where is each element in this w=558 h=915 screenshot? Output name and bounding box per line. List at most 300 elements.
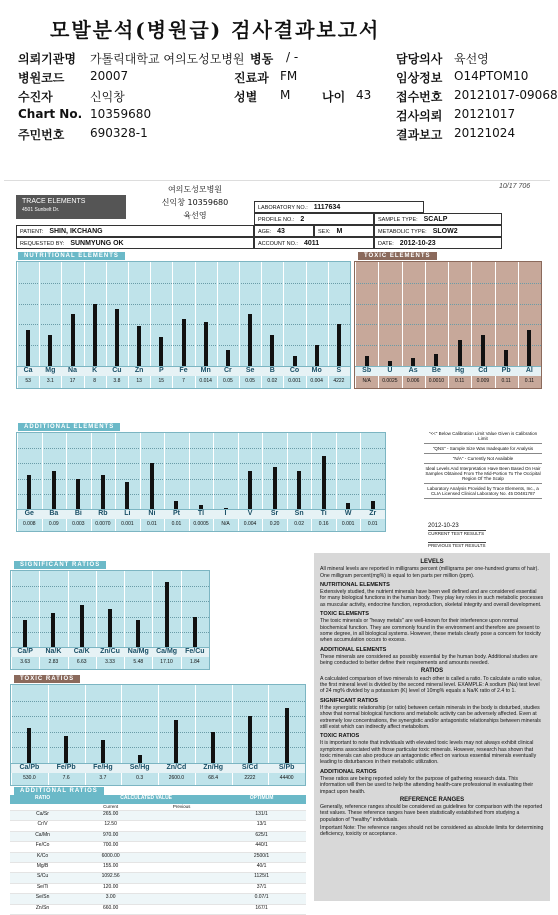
toxic-ratios-chart	[10, 684, 306, 786]
element-value: 0.20	[269, 521, 280, 527]
element-symbol: Fe/Pb	[56, 764, 76, 771]
ratio-name: S/Cu	[36, 873, 49, 880]
element-symbol: Rb	[98, 510, 108, 517]
symbol-row	[355, 366, 541, 376]
value-row	[11, 775, 305, 783]
chart-bar-s-pb	[285, 708, 289, 763]
logo-text: TRACE ELEMENTS	[22, 198, 86, 205]
element-symbol: Mn	[200, 367, 211, 374]
expl-levels-title: LEVELS	[420, 559, 444, 565]
value-age: 43	[356, 88, 372, 102]
info-row	[18, 50, 548, 69]
field-label: METABOLIC TYPE:	[378, 229, 427, 235]
chart-bar-k	[93, 304, 97, 366]
ratio-previous	[146, 853, 217, 862]
header-calculated: CALCULATED VALUE	[120, 795, 173, 801]
element-symbol: Zr	[369, 510, 377, 517]
element-symbol: Fe/Cu	[185, 648, 205, 655]
element-value: 1.84	[189, 659, 200, 665]
expl-addr-text: These ratios are being reported solely for the purpose of gathering research data. This information will then be used to help the attending health-care professional in evaluating their impact upon health.	[320, 775, 534, 795]
field-label: SAMPLE TYPE:	[378, 217, 418, 223]
expl-levels-text: All mineral levels are reported in milligrams percent (milligrams per one-hundred grams of hair). One milligram percent(mg%) is equal to ten parts per million (ppm).	[320, 566, 539, 579]
element-value: 7	[182, 378, 185, 384]
element-value: 7.6	[62, 775, 70, 781]
element-symbol: Ca/Pb	[19, 764, 40, 771]
ratio-previous	[146, 821, 217, 830]
label-institution: 의뢰기관명	[18, 52, 76, 66]
element-value: 2.83	[48, 659, 59, 665]
result-date: 2012-10-23	[428, 523, 459, 529]
value-resident-no: 690328-1	[90, 126, 148, 140]
element-value: 2222	[244, 775, 256, 781]
logo-address: 4501 Sunbelt Dr.	[22, 207, 60, 213]
hospital-stamp	[140, 183, 250, 222]
field-value: SUNMYUNG OK	[70, 240, 124, 247]
ratio-current: 265.00	[102, 811, 119, 817]
table-row	[10, 853, 306, 863]
table-subheader	[10, 804, 306, 811]
expl-nutritional-title: NUTRITIONAL ELEMENTS	[320, 581, 390, 588]
element-value: 0.05	[223, 378, 233, 384]
ratio-current: 700.00	[102, 842, 119, 849]
element-value: 0.001	[121, 521, 134, 527]
section-title-nutritional: NUTRITIONAL ELEMENTS	[18, 252, 125, 260]
ratio-name: Ca/Mn	[35, 831, 50, 838]
legend-line: "QNS" - Sample Size Was Inadequate for Analysis	[424, 444, 542, 454]
value-request-date: 20121017	[454, 107, 516, 121]
element-value: 6.63	[76, 659, 87, 665]
ratio-rows	[10, 811, 306, 915]
element-value: 0.014	[199, 378, 212, 384]
element-symbol: Se	[245, 367, 255, 374]
nutritional-chart	[16, 261, 351, 389]
element-value: 0.009	[476, 378, 490, 384]
chart-bar-ni	[150, 463, 154, 509]
value-receipt-no: 20121017-09068	[454, 88, 558, 102]
element-value: 3.33	[105, 659, 115, 665]
legend-line: Laboratory Analysis Provided by Trace Elements, Inc., a CLIA Licensed Clinical Laboratory No. 45 D0481787	[424, 484, 542, 499]
ratio-previous	[146, 842, 217, 851]
value-sex: M	[280, 88, 291, 102]
value-institution: 가톨릭대학교 여의도성모병원	[90, 52, 245, 66]
chart-bar-co	[293, 356, 297, 366]
info-row	[18, 126, 548, 145]
section-title-toxic-ratios: TOXIC RATIOS	[14, 675, 80, 683]
element-value: 17	[69, 378, 76, 384]
chart-bar-p	[159, 337, 163, 366]
element-value: 0.004	[310, 378, 323, 384]
chart-bar-sb	[365, 356, 369, 366]
value-result-date: 20121024	[454, 126, 516, 140]
legend-line: "N/A" - Currently Not Available	[424, 454, 542, 464]
field-value: 43	[277, 228, 285, 235]
element-symbol: As	[408, 367, 418, 374]
label-doctor: 담당의사	[396, 52, 443, 66]
element-symbol: Sn	[294, 510, 304, 517]
element-symbol: Na/K	[45, 648, 62, 655]
label-department: 진료과	[234, 71, 269, 85]
expl-sig-text: If the synergistic relationship (or ratio) between certain minerals in the body is disturbed, studies show that normal biological functions and metabolic activity can be adversely affected. Even at extremely low concentrations, the synergistic and/or antagonistic relationships between minerals still exist which can indirectly affect metabolism.	[320, 704, 541, 730]
field-value: SLOW2	[432, 228, 458, 235]
chart-bar-zn-cd	[174, 720, 178, 763]
element-symbol: Fe	[179, 367, 188, 374]
ratio-current: 660.00	[102, 904, 119, 911]
value-row	[355, 378, 541, 386]
element-value: 0.05	[245, 378, 255, 384]
expl-toxic-text: The toxic minerals or "heavy metals" are well-known for their interference upon normal biochemical function. They are commonly found in the environment and therefore are present to some degree, in all biological systems. However, these metals clearly pose a concern for toxicity when accumulation occurs to excess.	[320, 618, 541, 644]
element-value: 0.003	[72, 521, 85, 527]
value-row	[17, 521, 385, 529]
field-value: 2012-10-23	[399, 240, 436, 247]
chart-bar-s-cd	[248, 716, 252, 763]
element-symbol: B	[269, 367, 275, 374]
element-symbol: S/Cd	[241, 764, 258, 771]
ratio-name: Zn/Sn	[35, 904, 50, 911]
label-clinical-info: 임상정보	[396, 71, 443, 85]
element-symbol: Ca/K	[73, 648, 90, 655]
chart-bar-cd	[481, 335, 485, 366]
table-row	[10, 821, 306, 831]
chart-bar-ca-p	[23, 620, 27, 647]
element-symbol: P	[158, 367, 164, 374]
element-value: 3.63	[20, 659, 31, 665]
element-symbol: Na	[68, 367, 77, 374]
value-patient: 신익창	[90, 90, 125, 104]
chart-bar-zn	[137, 326, 141, 366]
ratio-optimum: 131/1	[255, 811, 268, 817]
label-request-date: 검사의뢰	[396, 109, 443, 123]
element-symbol: Fe/Hg	[93, 764, 113, 771]
element-value: 3.8	[113, 378, 121, 384]
field-metabolic-type	[374, 225, 502, 237]
ratio-optimum: 1125/1	[254, 873, 270, 880]
field-lab-no	[254, 201, 424, 213]
chart-bar-mn	[204, 322, 208, 366]
field-value: 2	[300, 216, 305, 223]
expl-ref-note: Important Note: The reference ranges should not be considered as absolute limits for determining deficiency, toxicity or acceptance.	[320, 824, 544, 838]
element-value: 0.02	[294, 521, 304, 527]
field-account-no	[254, 237, 374, 249]
label-age: 나이	[322, 90, 346, 104]
element-value: 0.09	[48, 521, 59, 527]
element-value: 8	[93, 378, 97, 384]
expl-additional-text: These minerals are considered as possibly essential by the human body. Additional studies are being conducted to better define their requirements and amounts needed.	[320, 653, 538, 667]
element-symbol: Pb	[501, 367, 511, 374]
element-value: 53	[25, 378, 31, 384]
section-title-significant: SIGNIFICANT RATIOS	[14, 561, 106, 569]
label-patient: 수진자	[18, 90, 53, 104]
label-hospital-code: 병원코드	[18, 71, 65, 85]
field-value: M	[336, 228, 343, 235]
element-value: 0.01	[367, 521, 378, 527]
table-row	[10, 842, 306, 852]
field-value: SCALP	[423, 216, 448, 223]
lab-logo	[16, 195, 126, 219]
ratio-previous	[146, 905, 217, 914]
section-title-additional: ADDITIONAL ELEMENTS	[18, 423, 120, 431]
ratio-optimum: 2500/1	[253, 852, 270, 859]
ratio-optimum: 13/1	[256, 821, 267, 828]
element-symbol: Ca/P	[17, 648, 33, 655]
field-date	[374, 237, 502, 249]
field-sample-type	[374, 213, 502, 225]
field-sex	[314, 225, 374, 237]
report-title: 모발분석(병원급) 검사결과보고서	[50, 18, 381, 42]
element-symbol: Ca/Mg	[156, 648, 178, 655]
expl-addr-title: ADDITIONAL RATIOS	[320, 768, 377, 775]
chart-bar-ca-pb	[27, 728, 31, 763]
chart-bar-ca-k	[80, 605, 84, 647]
element-value: 0.11	[501, 378, 511, 384]
table-row	[10, 863, 306, 873]
ratio-name: Se/Sn	[35, 894, 50, 901]
ratio-name: Fe/Co	[35, 842, 50, 849]
chart-bar-fe	[182, 319, 186, 366]
element-value: 0.02	[267, 378, 278, 384]
info-row	[18, 69, 548, 88]
expl-sig-title: SIGNIFICANT RATIOS	[320, 697, 379, 704]
field-label: AGE:	[258, 229, 272, 235]
ratio-previous	[146, 863, 217, 872]
chart-bar-na	[71, 314, 75, 366]
stamp-line: 육선영	[183, 211, 207, 220]
element-value: 4222	[333, 378, 345, 384]
element-symbol: Tl	[197, 510, 205, 517]
element-value: 0.16	[318, 521, 329, 527]
value-clinical-info: O14PTOM10	[454, 69, 529, 83]
expl-toxic-title: TOXIC ELEMENTS	[320, 611, 370, 618]
ratio-previous	[146, 832, 217, 841]
chart-bar-be	[434, 354, 438, 366]
ratio-previous	[146, 873, 217, 882]
label-ward: 병동	[250, 52, 274, 66]
value-row	[11, 659, 209, 667]
legend-box	[424, 429, 542, 499]
chart-bar-mo	[315, 345, 319, 366]
chart-bar-rb	[101, 475, 105, 509]
chart-bar-zn-cu	[108, 609, 112, 647]
ratio-optimum: 440/1	[255, 842, 268, 849]
element-value: N/A	[362, 378, 371, 384]
chart-bar-se	[248, 314, 252, 366]
chart-bar-ca	[26, 330, 30, 366]
significant-ratios-chart	[10, 570, 210, 670]
chart-bar-pt	[174, 501, 178, 509]
value-hospital-code: 20007	[90, 69, 129, 83]
element-value: N/A	[221, 521, 230, 527]
ratio-optimum: 167/1	[255, 904, 268, 911]
element-symbol: Sb	[362, 367, 372, 374]
field-age	[254, 225, 314, 237]
element-value: 0.3	[136, 775, 144, 781]
element-value: 3.7	[99, 775, 107, 781]
chart-bar-al	[527, 330, 531, 366]
ratio-current: 3.00	[105, 894, 116, 901]
element-value: 44400	[279, 775, 294, 781]
value-chart-no: 10359680	[90, 107, 152, 121]
field-value: 1117634	[313, 204, 341, 211]
section-title-toxic: TOXIC ELEMENTS	[358, 252, 437, 260]
chart-bar-ba	[52, 471, 56, 509]
element-symbol: Se/Hg	[129, 764, 150, 771]
element-symbol: Ti	[320, 510, 327, 517]
ratio-optimum: 625/1	[255, 831, 268, 838]
chart-bar-fe-hg	[101, 740, 105, 763]
expl-toxr-text: It is important to note that individuals with elevated toxic levels may not always exhibit clinical symptoms associated with those particular toxic minerals. However, research has shown that toxic minerals can also produce an antagonistic effect on various essential minerals eventually leading to disturbances in their metabolic utilization.	[320, 740, 537, 766]
chart-bar-zr	[371, 501, 375, 509]
ratio-name: Mg/B	[36, 862, 49, 869]
ratio-previous	[146, 811, 217, 820]
element-symbol: Zn/Cu	[100, 648, 120, 655]
symbol-row	[11, 647, 209, 657]
field-value: SHIN, IKCHANG	[49, 228, 103, 235]
element-symbol: Al	[525, 367, 533, 374]
value-doctor: 육선영	[454, 52, 489, 66]
value-ward: / -	[286, 50, 299, 64]
ratio-current: 1092.56	[101, 873, 120, 880]
element-value: 0.001	[341, 521, 355, 527]
expl-ratios-title: RATIOS	[420, 668, 444, 675]
expl-nutritional-text: Extensively studied, the nutrient minerals have been well defined and are considered essential for many biological functions in the human body. They play key roles in such metabolic processes as muscular activity, endocrine function, reproduction, skeletal integrity and overall development.	[320, 589, 544, 608]
chart-bar-se-hg	[138, 755, 142, 763]
chart-bar-zn-hg	[211, 732, 215, 763]
field-value: 4011	[303, 240, 320, 247]
element-value: 0.008	[23, 521, 36, 527]
ratio-optimum: 37/1	[256, 883, 267, 890]
element-symbol: Zn	[134, 367, 144, 374]
element-symbol: Hg	[454, 367, 465, 374]
element-symbol: Ba	[49, 510, 59, 517]
symbol-row	[17, 509, 385, 519]
element-value: 15	[158, 378, 165, 384]
toxic-chart	[354, 261, 542, 389]
element-symbol: Cr	[224, 367, 232, 374]
table-row	[10, 884, 306, 894]
element-value: 0.0025	[382, 378, 398, 384]
legend-line: "<<" Below Calibration Limit Value Given is Calibration Limit	[424, 429, 542, 444]
ratio-name: Se/Ti	[36, 883, 49, 890]
element-value: 17.10	[160, 659, 173, 665]
element-symbol: S/Pb	[278, 764, 295, 771]
field-label: ACCOUNT NO.:	[258, 241, 298, 247]
result-date-caption: CURRENT TEST RESULTS	[428, 531, 485, 536]
legend-line: Ideal Levels And Interpretation Have Been Based On Hair Samples Obtained From The Mid-Portion To The Occipital Region Of The Scalp	[424, 464, 542, 484]
element-value: 0.001	[288, 378, 301, 384]
field-label: PATIENT:	[20, 229, 44, 235]
expl-ratios-text: A calculated comparison of two minerals to each other is called a ratio. To calculate a ratio value, the first mineral level is divided by the second mineral level. EXAMPLE: A sodium (Na) test level of 24 mg% divided by a potassium (K) level of 10mg% equals a Na/K ratio of 2.4 to 1.	[320, 675, 542, 695]
field-label: DATE:	[378, 241, 394, 247]
chart-bar-fe-cu	[193, 617, 197, 647]
element-symbol: Mo	[311, 367, 322, 374]
ratio-name: Cr/V	[37, 821, 48, 828]
table-row	[10, 832, 306, 842]
chart-bar-as	[411, 358, 415, 366]
chart-bar-ca-mg	[165, 582, 169, 647]
chart-bar-v	[248, 471, 252, 509]
label-chart-no: Chart No.	[18, 107, 83, 121]
field-patient	[16, 225, 254, 237]
element-value: 0.11	[454, 378, 465, 384]
ratio-current: 155.00	[102, 862, 119, 869]
explanation-panel	[314, 553, 550, 901]
element-symbol: Ca	[23, 367, 33, 374]
element-symbol: W	[344, 510, 352, 517]
element-symbol: Zn/Cd	[166, 764, 187, 771]
chart-bar-li	[125, 482, 129, 509]
element-symbol: Co	[289, 367, 300, 374]
chart-bar-sr	[273, 467, 277, 509]
field-requested-by	[16, 237, 254, 249]
label-result-date: 결과보고	[396, 128, 443, 142]
expl-ref-text: Generally, reference ranges should be considered as guidelines for comparison with the reported test values. These reference ranges have been statistically established from studying a population of "healthy" individuals.	[320, 804, 543, 823]
chart-bar-hg	[458, 340, 462, 366]
chart-bar-mg	[48, 335, 52, 366]
ratio-current: 6000.00	[101, 852, 120, 859]
stamp-line: 여의도성모병원	[167, 185, 223, 194]
element-symbol: U	[387, 367, 393, 374]
table-header	[10, 795, 306, 804]
patient-info-block	[18, 50, 558, 145]
field-profile-no	[254, 213, 374, 225]
chart-bar-bi	[76, 479, 80, 509]
label-receipt-no: 접수번호	[396, 90, 443, 104]
info-row	[18, 107, 548, 126]
chart-bar-fe-pb	[64, 736, 68, 763]
table-row	[10, 873, 306, 883]
element-value: 5.48	[133, 659, 144, 665]
info-row	[18, 88, 558, 107]
chart-bar-s	[337, 324, 341, 366]
element-symbol: Pt	[172, 510, 180, 517]
element-value: 68.4	[208, 775, 218, 781]
subheader-previous: Previous	[172, 804, 191, 809]
handwritten-note: 10/17 706	[499, 183, 531, 190]
element-value: 0.0005	[193, 521, 209, 527]
symbol-row	[17, 366, 350, 376]
field-label: PROFILE NO.:	[258, 217, 295, 223]
element-value: 13	[136, 378, 142, 384]
section-title-additional-ratios: ADDITIONAL RATIOS	[14, 787, 104, 795]
table-row	[10, 811, 306, 821]
element-value: 0.01	[147, 521, 157, 527]
ratio-previous	[146, 884, 217, 893]
table-row	[10, 905, 306, 915]
element-symbol: Zn/Hg	[203, 764, 224, 771]
value-department: FM	[280, 69, 298, 83]
element-value: 2600.0	[168, 775, 185, 781]
chart-bar-cr	[226, 350, 230, 366]
chart-bar-na-mg	[136, 620, 140, 647]
element-symbol: I	[224, 510, 227, 517]
value-row	[17, 378, 350, 386]
subheader-current: Current	[103, 804, 119, 809]
expl-toxr-title: TOXIC RATIOS	[320, 733, 360, 740]
ratio-previous	[146, 894, 217, 903]
expl-additional-title: ADDITIONAL ELEMENTS	[320, 646, 387, 653]
element-value: 3.1	[46, 378, 54, 384]
element-symbol: S	[336, 367, 342, 374]
chart-bar-na-k	[51, 613, 55, 647]
field-label: REQUESTED BY:	[20, 241, 65, 247]
element-value: 0.11	[524, 378, 535, 384]
field-label: SEX:	[318, 229, 331, 235]
chart-bar-pb	[504, 350, 508, 366]
table-row	[10, 894, 306, 904]
ratio-current: 970.00	[102, 831, 119, 838]
expl-ref-title: REFERENCE RANGES	[399, 796, 465, 803]
element-value: 0.006	[406, 378, 420, 384]
ratio-name: K/Co	[36, 852, 49, 859]
